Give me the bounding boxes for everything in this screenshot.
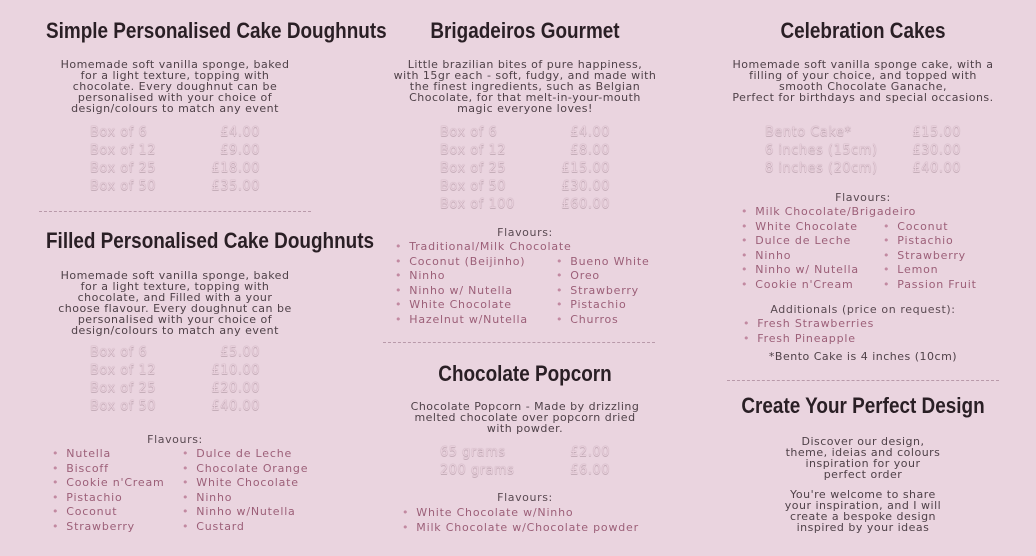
- flavours-left: [741, 205, 917, 293]
- desc-line: the finest ingredients, such as Belgian: [409, 80, 641, 93]
- flavour-item: • Ninho: [182, 491, 308, 506]
- price-value: £4.00: [570, 125, 610, 140]
- flavour-item: • White Chocolate w/Ninho: [402, 506, 672, 521]
- flavour-item: • Ninho w/Nutella: [182, 505, 308, 520]
- brigadeiros-description: [375, 59, 675, 114]
- price-value: £2.00: [570, 445, 610, 460]
- price-label: 6 inches (15cm): [765, 143, 878, 158]
- desc-line: magic everyone loves!: [457, 102, 593, 115]
- price-value: £8.00: [570, 143, 610, 158]
- celebration-cakes-description: [713, 59, 1013, 103]
- flavour-item: • White Chocolate: [741, 220, 883, 235]
- desc-line: for a light texture, topping with: [80, 280, 270, 293]
- additional-item: • Fresh Pineapple: [743, 332, 1003, 347]
- flavours-label: Flavours:: [497, 226, 553, 239]
- price-label: Box of 6: [90, 125, 148, 140]
- flavours-list: [402, 506, 672, 535]
- flavours-label: Flavours:: [497, 491, 553, 504]
- price-row: [440, 462, 610, 480]
- flavour-item: • White Chocolate: [395, 298, 556, 313]
- price-row: [90, 380, 260, 398]
- flavour-item: • Milk Chocolate/Brigadeiro: [741, 205, 883, 220]
- simple-doughnuts-prices: [90, 124, 260, 196]
- price-value: £10.00: [211, 363, 260, 378]
- desc-line: with 15gr each - soft, fudgy, and made with: [393, 69, 657, 82]
- price-label: Box of 12: [90, 363, 157, 378]
- desc-line: theme, ideias and colours: [785, 446, 941, 459]
- flavour-item: • Passion Fruit: [883, 278, 977, 293]
- price-row: [765, 160, 961, 178]
- price-row: [440, 142, 610, 160]
- price-value: £60.00: [561, 197, 610, 212]
- flavour-item: • Milk Chocolate w/Chocolate powder: [402, 521, 672, 536]
- price-row: [90, 178, 260, 196]
- flavour-item: • Custard: [182, 520, 308, 535]
- price-row: [90, 344, 260, 362]
- price-value: £40.00: [912, 161, 961, 176]
- flavour-item: • Hazelnut w/Nutella: [395, 313, 556, 328]
- desc-line: Discover our design,: [801, 435, 925, 448]
- desc-line: Homemade soft vanilla sponge, baked: [60, 269, 290, 282]
- desc-line: inspiration for your: [805, 457, 921, 470]
- price-value: £6.00: [570, 463, 610, 478]
- flavours-right: [556, 255, 650, 328]
- desc-line: chocolate. Every doughnut can be: [72, 80, 278, 93]
- price-value: £40.00: [211, 399, 260, 414]
- flavour-item: • Dulce de Leche: [741, 234, 883, 249]
- price-label: Box of 50: [440, 179, 507, 194]
- price-label: Box of 25: [440, 161, 507, 176]
- flavours-label: Flavours:: [147, 433, 203, 446]
- price-row: [765, 142, 961, 160]
- price-value: £15.00: [912, 125, 961, 140]
- desc-line: You're welcome to share: [790, 488, 936, 501]
- desc-line: perfect order: [823, 468, 903, 481]
- price-label: Box of 100: [440, 197, 515, 212]
- flavour-item: • Coconut: [52, 505, 182, 520]
- price-value: £5.00: [220, 345, 260, 360]
- flavour-item: • Ninho w/ Nutella: [395, 284, 556, 299]
- section-divider: [39, 211, 311, 212]
- flavours-right: [883, 220, 977, 293]
- price-value: £35.00: [211, 179, 260, 194]
- desc-line: Little brazilian bites of pure happiness,: [407, 58, 643, 71]
- price-label: Box of 50: [90, 399, 157, 414]
- desc-line: Homemade soft vanilla sponge, baked: [60, 58, 290, 71]
- price-row: [440, 444, 610, 462]
- additionals-label: Additionals (price on request):: [770, 303, 956, 316]
- filled-doughnuts-description: [25, 270, 325, 336]
- desc-line: filling of your choice, and topped with: [749, 69, 977, 82]
- price-value: £4.00: [220, 125, 260, 140]
- price-label: Box of 50: [90, 179, 157, 194]
- flavour-item: • Dulce de Leche: [182, 447, 308, 462]
- price-row: [90, 142, 260, 160]
- design-description-2: [713, 489, 1013, 533]
- desc-line: your inspiration, and I will: [784, 499, 942, 512]
- flavour-item: • Cookie n'Cream: [741, 278, 883, 293]
- popcorn-title: Chocolate Popcorn: [438, 361, 612, 386]
- price-row: [440, 196, 610, 214]
- flavour-item: • Cookie n'Cream: [52, 476, 182, 491]
- price-value: £15.00: [561, 161, 610, 176]
- flavour-item: • Bueno White: [556, 255, 650, 270]
- desc-line: with powder.: [486, 422, 564, 435]
- flavour-item: • Ninho: [741, 249, 883, 264]
- brigadeiros-prices: [440, 124, 610, 214]
- price-row: [90, 398, 260, 416]
- desc-line: smooth Chocolate Ganache,: [779, 80, 947, 93]
- price-label: 8 inches (20cm): [765, 161, 878, 176]
- flavour-item: • Strawberry: [52, 520, 182, 535]
- price-row: [440, 160, 610, 178]
- desc-line: personalised with your choice of: [77, 91, 273, 104]
- design-description-1: [713, 436, 1013, 480]
- flavour-item: • Pistachio: [556, 298, 650, 313]
- desc-line: Chocolate, for that melt-in-your-mouth: [409, 91, 641, 104]
- price-label: Box of 25: [90, 161, 157, 176]
- price-row: [90, 124, 260, 142]
- flavour-item: • Biscoff: [52, 462, 182, 477]
- additionals-list: [743, 317, 1003, 346]
- desc-line: create a bespoke design: [789, 510, 937, 523]
- desc-line: inspired by your ideas: [796, 521, 930, 534]
- price-label: 200 grams: [440, 463, 515, 478]
- bento-note: *Bento Cake is 4 inches (10cm): [768, 350, 958, 363]
- filled-doughnuts-prices: [90, 344, 260, 416]
- flavours-label: Flavours:: [835, 191, 891, 204]
- price-row: [765, 124, 961, 142]
- desc-line: Homemade soft vanilla sponge cake, with a: [732, 58, 994, 71]
- flavour-item: • Ninho: [395, 269, 556, 284]
- popcorn-description: [375, 401, 675, 434]
- flavour-item: • White Chocolate: [182, 476, 308, 491]
- design-title: Create Your Perfect Design: [741, 393, 985, 418]
- section-divider: [383, 342, 655, 343]
- additionals-items: [743, 317, 1003, 346]
- filled-doughnuts-title: Filled Personalised Cake Doughnuts: [46, 228, 375, 253]
- price-value: £18.00: [211, 161, 260, 176]
- section-divider: [727, 380, 999, 381]
- price-label: 65 grams: [440, 445, 506, 460]
- brigadeiros-title: Brigadeiros Gourmet: [430, 18, 620, 43]
- flavour-item: • Chocolate Orange: [182, 462, 308, 477]
- flavour-item: • Traditional/Milk Chocolate: [395, 240, 556, 255]
- desc-line: for a light texture, topping with: [80, 69, 270, 82]
- price-value: £30.00: [912, 143, 961, 158]
- flavour-item: • Oreo: [556, 269, 650, 284]
- desc-line: design/colours to match any event: [71, 102, 279, 115]
- price-label: Box of 6: [440, 125, 498, 140]
- desc-line: choose flavour. Every doughnut can be: [58, 302, 292, 315]
- price-row: [440, 124, 610, 142]
- flavours-left: [395, 240, 572, 328]
- desc-line: chocolate, and Filled with a your: [77, 291, 273, 304]
- flavour-item: • Churros: [556, 313, 650, 328]
- desc-line: Perfect for birthdays and special occasions.: [732, 91, 994, 104]
- flavour-item: • Strawberry: [556, 284, 650, 299]
- simple-doughnuts-title: Simple Personalised Cake Doughnuts: [46, 18, 387, 43]
- price-label: Box of 12: [440, 143, 507, 158]
- price-label: Box of 12: [90, 143, 157, 158]
- popcorn-prices: [440, 444, 610, 480]
- flavour-item: • Pistachio: [52, 491, 182, 506]
- celebration-flavours-list: [741, 205, 1011, 293]
- price-value: £30.00: [561, 179, 610, 194]
- brigadeiros-flavours-list: [395, 240, 675, 328]
- flavour-item: • Nutella: [52, 447, 182, 462]
- celebration-cakes-prices: [765, 124, 961, 178]
- price-row: [440, 178, 610, 196]
- price-value: £9.00: [220, 143, 260, 158]
- price-label: Bento Cake*: [765, 125, 852, 140]
- additional-item: • Fresh Strawberries: [743, 317, 1003, 332]
- desc-line: Chocolate Popcorn - Made by drizzling: [410, 400, 640, 413]
- desc-line: melted chocolate over popcorn dried: [414, 411, 636, 424]
- flavour-item: • Pistachio: [883, 234, 977, 249]
- flavour-item: • Lemon: [883, 263, 977, 278]
- price-value: £20.00: [211, 381, 260, 396]
- simple-doughnuts-description: [25, 59, 325, 114]
- flavour-item: • Coconut (Beijinho): [395, 255, 556, 270]
- popcorn-flavours-list: [402, 506, 672, 535]
- filled-flavours-list: [52, 447, 312, 535]
- price-row: [90, 362, 260, 380]
- price-label: Box of 6: [90, 345, 148, 360]
- desc-line: design/colours to match any event: [71, 324, 279, 337]
- flavour-item: • Ninho w/ Nutella: [741, 263, 883, 278]
- celebration-cakes-title: Celebration Cakes: [780, 18, 946, 43]
- price-label: Box of 25: [90, 381, 157, 396]
- price-row: [90, 160, 260, 178]
- flavour-item: • Coconut: [883, 220, 977, 235]
- desc-line: personalised with your choice of: [77, 313, 273, 326]
- flavour-item: • Strawberry: [883, 249, 977, 264]
- flavours-right: [182, 447, 308, 535]
- flavours-left: [52, 447, 182, 535]
